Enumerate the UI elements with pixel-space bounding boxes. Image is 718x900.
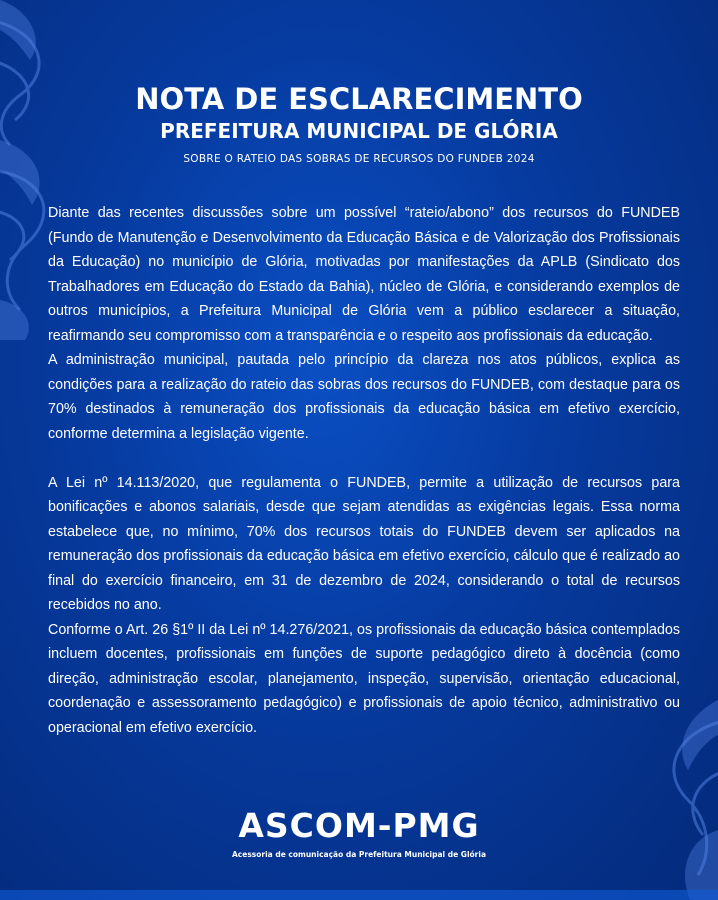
- page-title: NOTA DE ESCLARECIMENTO: [135, 82, 583, 116]
- bottom-accent-bar: [0, 890, 718, 900]
- footer-signature: [0, 806, 718, 860]
- page-header: [0, 82, 718, 166]
- page-caption: SOBRE O RATEIO DAS SOBRAS DE RECURSOS DO FUNDEB 2024: [183, 153, 535, 165]
- paragraph-2: A administração municipal, pautada pelo princípio da clareza nos atos públicos, explica as condições para a realização do rateio das sobras dos recursos do FUNDEB, com destaque para os 70% destinados à remuneração dos profissionais da educação básica em efetivo exercício, conforme determina a legislação vigente.: [48, 352, 680, 442]
- ascom-logo: ASCOM-PMG: [238, 806, 480, 845]
- ascom-tagline: Acessoria de comunicação da Prefeitura Municipal de Glória: [231, 850, 487, 859]
- paragraph-4: Conforme o Art. 26 §1º II da Lei nº 14.276/2021, os profissionais da educação básica contemplados incluem docentes, profissionais em funções de suporte pedagógico direto à docência (como direção, administração escolar, planejamento, inspeção, supervisão, orientação educacional, coordenação e assessoramento pedagógico) e profissionais de apoio técnico, administrativo ou operacional em efetivo exercício.: [48, 621, 680, 736]
- note-body: [48, 201, 680, 740]
- page-subtitle: PREFEITURA MUNICIPAL DE GLÓRIA: [160, 119, 558, 143]
- paragraph-1: Diante das recentes discussões sobre um possível “rateio/abono” dos recursos do FUNDEB (Fundo de Manutenção e Desenvolvimento da Educação Básica e de Valorização dos Profissionais da Educação) no município de Glória, motivadas por manifestações da APLB (Sindicato dos Trabalhadores em Educação do Estado da Bahia), núcleo de Glória, e considerando exemplos de outros municípios, a Prefeitura Municipal de Glória vem a público esclarecer a situação, reafirmando seu compromisso com a transparência e o respeito aos profissionais da educação.: [48, 205, 680, 344]
- paragraph-3: A Lei nº 14.113/2020, que regulamenta o FUNDEB, permite a utilização de recursos para bonificações e abonos salariais, desde que sejam atendidas as exigências legais. Essa norma estabelece que, no mínimo, 70% dos recursos totais do FUNDEB devem ser aplicados na remuneração dos profissionais da educação básica em efetivo exercício, cálculo que é realizado ao final do exercício financeiro, em 31 de dezembro de 2024, considerando o total de recursos recebidos no ano.: [48, 474, 680, 613]
